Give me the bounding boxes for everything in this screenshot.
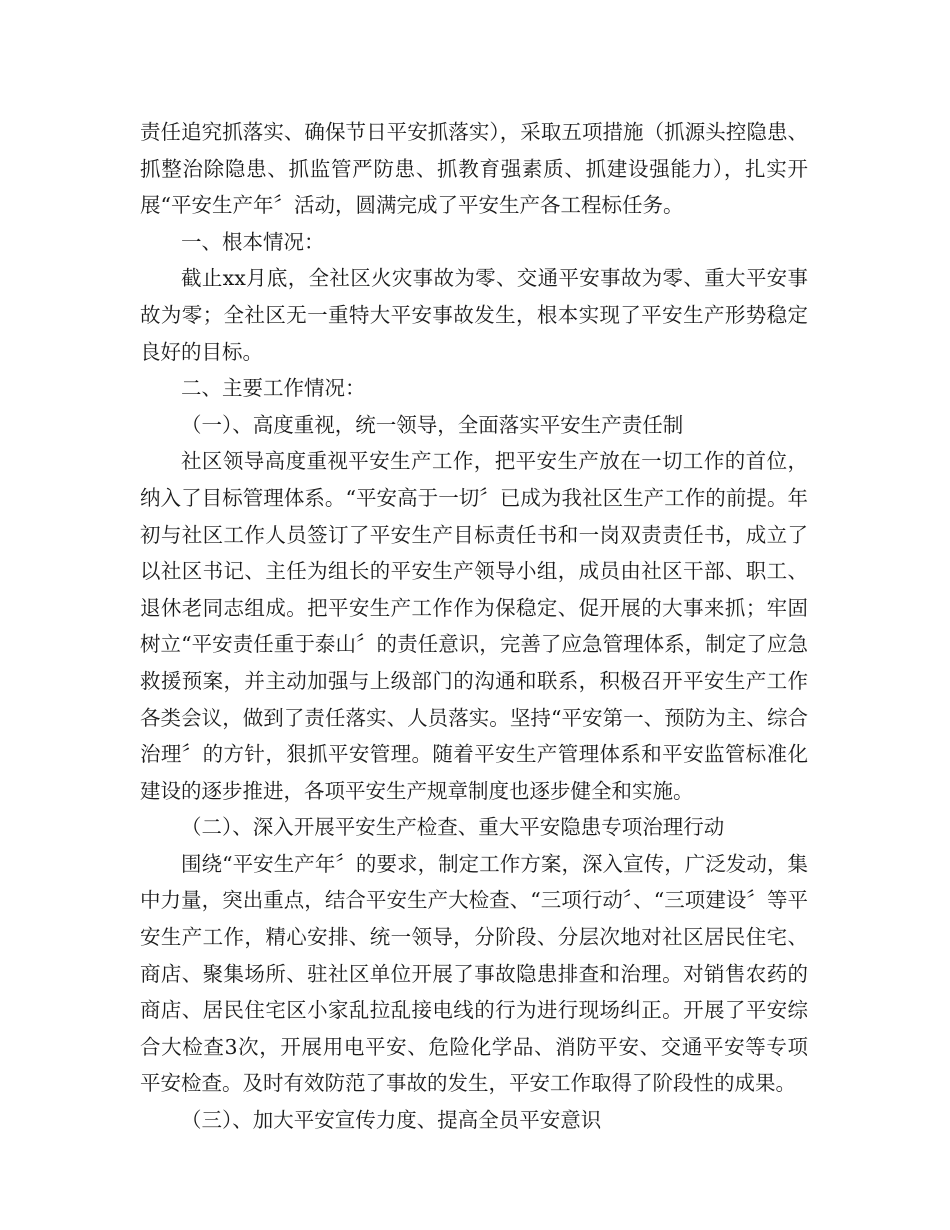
paragraph-basic-situation: 截止xx月底，全社区火灾事故为零、交通平安事故为零、重大平安事故为零；全社区无一重特大平安事故发生，根本实现了平安生产形势稳定良好的目标。 — [140, 266, 808, 364]
heading-main-work: 二、主要工作情况： — [181, 376, 366, 401]
heading-basic-situation: 一、根本情况： — [181, 229, 325, 254]
subheading-leadership: （一）、高度重视，统一领导，全面落实平安生产责任制 — [181, 412, 684, 437]
paragraph-leadership: 社区领导高度重视平安生产工作，把平安生产放在一切工作的首位，纳入了目标管理体系。“平安高于一切〞已成为我社区生产工作的前提。年初与社区工作人员签订了平安生产目标责任书和一岗双责责任书，成立了以社区书记、主任为组长的平安生产领导小组，成员由社区干部、职工、退休老同志组成。把平安生产工作作为保稳定、促开展的大事来抓；牢固树立“平安责任重于泰山〞的责任意识，完善了应急管理体系，制定了应急救援预案，并主动加强与上级部门的沟通和联系，积极召开平安生产工作各类会议，做到了责任落实、人员落实。坚持“平安第一、预防为主、综合治理〞的方针，狠抓平安管理。随着平安生产管理体系和平安监管标准化建设的逐步推进，各项平安生产规章制度也逐步健全和实施。 — [140, 449, 808, 803]
subheading-publicity: （三）、加大平安宣传力度、提高全员平安意识 — [181, 1108, 602, 1133]
subheading-inspection: （二）、深入开展平安生产检查、重大平安隐患专项治理行动 — [181, 815, 725, 840]
paragraph-intro-continuation: 责任追究抓落实、确保节日平安抓落实），采取五项措施（抓源头控隐患、抓整治除隐患、抓监管严防患、抓教育强素质、抓建设强能力），扎实开展“平安生产年〞活动，圆满完成了平安生产各工程标任务。 — [140, 120, 808, 218]
paragraph-inspection: 围绕“平安生产年〞的要求，制定工作方案，深入宣传，广泛发动，集中力量，突出重点，结合平安生产大检查、“三项行动〞、“三项建设〞等平安生产工作，精心安排、统一领导，分阶段、分层次地对社区居民住宅、商店、聚集场所、驻社区单位开展了事故隐患排查和治理。对销售农药的商店、居民住宅区小家乱拉乱接电线的行为进行现场纠正。开展了平安综合大检查3次，开展用电平安、危险化学品、消防平安、交通平安等专项平安检查。及时有效防范了事故的发生，平安工作取得了阶段性的成果。 — [140, 851, 808, 1096]
document-body — [140, 114, 808, 1139]
